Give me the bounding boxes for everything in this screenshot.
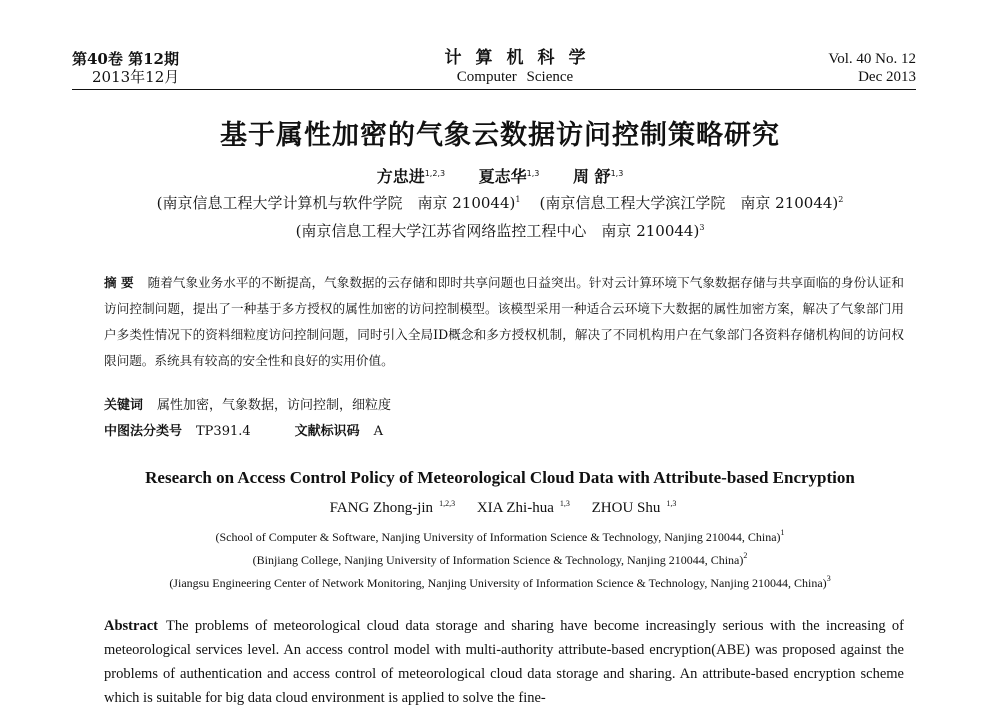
author-cn-3: 周 舒$^{1,3}$ xyxy=(572,167,624,186)
affiliation-en-2: (Binjiang College, Nanjing University of Information Science & Technology, Nanjing 210044, China)$^2$ xyxy=(252,551,748,567)
affiliation-cn-1: (南京信息工程大学计算机与软件学院 南京 210044) xyxy=(156,194,516,212)
journal-name-en: Computer Science xyxy=(456,69,574,85)
affiliation-en-3: (Jiangsu Engineering Center of Network Monitoring, Nanjing University of Information Science & Technology, Nanjing 210044, China)$^3$ xyxy=(169,574,831,590)
author-en-3: ZHOU Shu $^{1,3}$ xyxy=(591,499,677,516)
header-volume-cn xyxy=(72,50,179,86)
date-en: Dec 2013 xyxy=(858,69,916,85)
affiliation-cn-row-1: (南京信息工程大学计算机与软件学院 南京 210044)$^1$ (南京信息工程大学滨江学院 南京 210044)$^2$ xyxy=(156,194,844,212)
authors-en xyxy=(0,499,1000,517)
header-volume-en xyxy=(828,50,916,86)
affiliation-cn-3: (南京信息工程大学江苏省网络监控工程中心 南京 210044) xyxy=(295,222,700,240)
author-cn-2: 夏志华$^{1,3}$ xyxy=(478,167,540,186)
paper-title-en: Research on Access Control Policy of Meteorological Cloud Data with Attribute-based Encryption xyxy=(145,468,855,487)
abstract-cn-label: 摘 要 xyxy=(104,275,134,290)
clc-value: TP391.4 xyxy=(196,424,251,439)
header-rule xyxy=(72,89,916,90)
journal-name-cn: 计算机科学 xyxy=(444,48,600,68)
paper-title-cn: 基于属性加密的气象云数据访问控制策略研究 xyxy=(220,120,780,151)
affiliation-en-1: (School of Computer & Software, Nanjing University of Information Science & Technology, Nanjing 210044, China)$^1$ xyxy=(215,528,785,544)
abstract-cn-text: 随着气象业务水平的不断提高，气象数据的云存储和即时共享问题也日益突出。针对云计算环境下气象数据存储与共享面临的身份认证和访问控制问题，提出了一种基于多方授权的属性加密的访问控制模型。该模型采用一种适合云环境下大数据的属性加密方案，解决了气象部门用户多类性情况下的资料细粒度访问控制问题，同时引入全局ID概念和多方授权机制，解决了不同机构用户在气象部门各资料存储机构间的访问权限问题。系统具有较高的安全性和良好的实用价值。 xyxy=(104,275,905,368)
header-journal xyxy=(400,48,630,86)
doc-code-value: A xyxy=(373,424,384,439)
affiliation-cn-2: (南京信息工程大学滨江学院 南京 210044) xyxy=(539,194,839,212)
abstract-en-text: The problems of meteorological cloud data storage and sharing have become increasingly serious with the increasing of meteorological services level. An access control model with multi-authority attribute-based encryption(ABE) was proposed against the problems of authentication and access control of meteorological cloud data storage and sharing. An attribute-based encryption scheme which is suitable for big data cloud environment is applied to solve the fine- xyxy=(104,618,904,706)
classification xyxy=(104,420,383,439)
keywords-cn-text: 属性加密，气象数据，访问控制，细粒度 xyxy=(157,398,392,413)
author-cn-1: 方忠进$^{1,2,3}$ xyxy=(376,167,446,186)
abstract-en xyxy=(104,614,904,710)
date-cn: 2013年12月 xyxy=(92,68,180,86)
author-en-2: XIA Zhi-hua $^{1,3}$ xyxy=(476,499,570,516)
keywords-cn xyxy=(104,394,391,413)
volume-issue-en: Vol. 40 No. 12 xyxy=(828,51,916,67)
abstract-en-label: Abstract xyxy=(104,618,158,634)
clc-label: 中图法分类号 xyxy=(104,424,183,439)
authors-cn xyxy=(0,164,1000,187)
keywords-cn-label: 关键词 xyxy=(104,398,144,413)
author-en-1: FANG Zhong-jin $^{1,2,3}$ xyxy=(329,499,456,516)
abstract-cn xyxy=(104,270,904,374)
affiliation-cn-row-2: (南京信息工程大学江苏省网络监控工程中心 南京 210044)$^3$ xyxy=(295,222,705,240)
volume-issue-cn: 第40卷 第12期 xyxy=(72,50,179,68)
doc-code-label: 文献标识码 xyxy=(294,424,360,439)
